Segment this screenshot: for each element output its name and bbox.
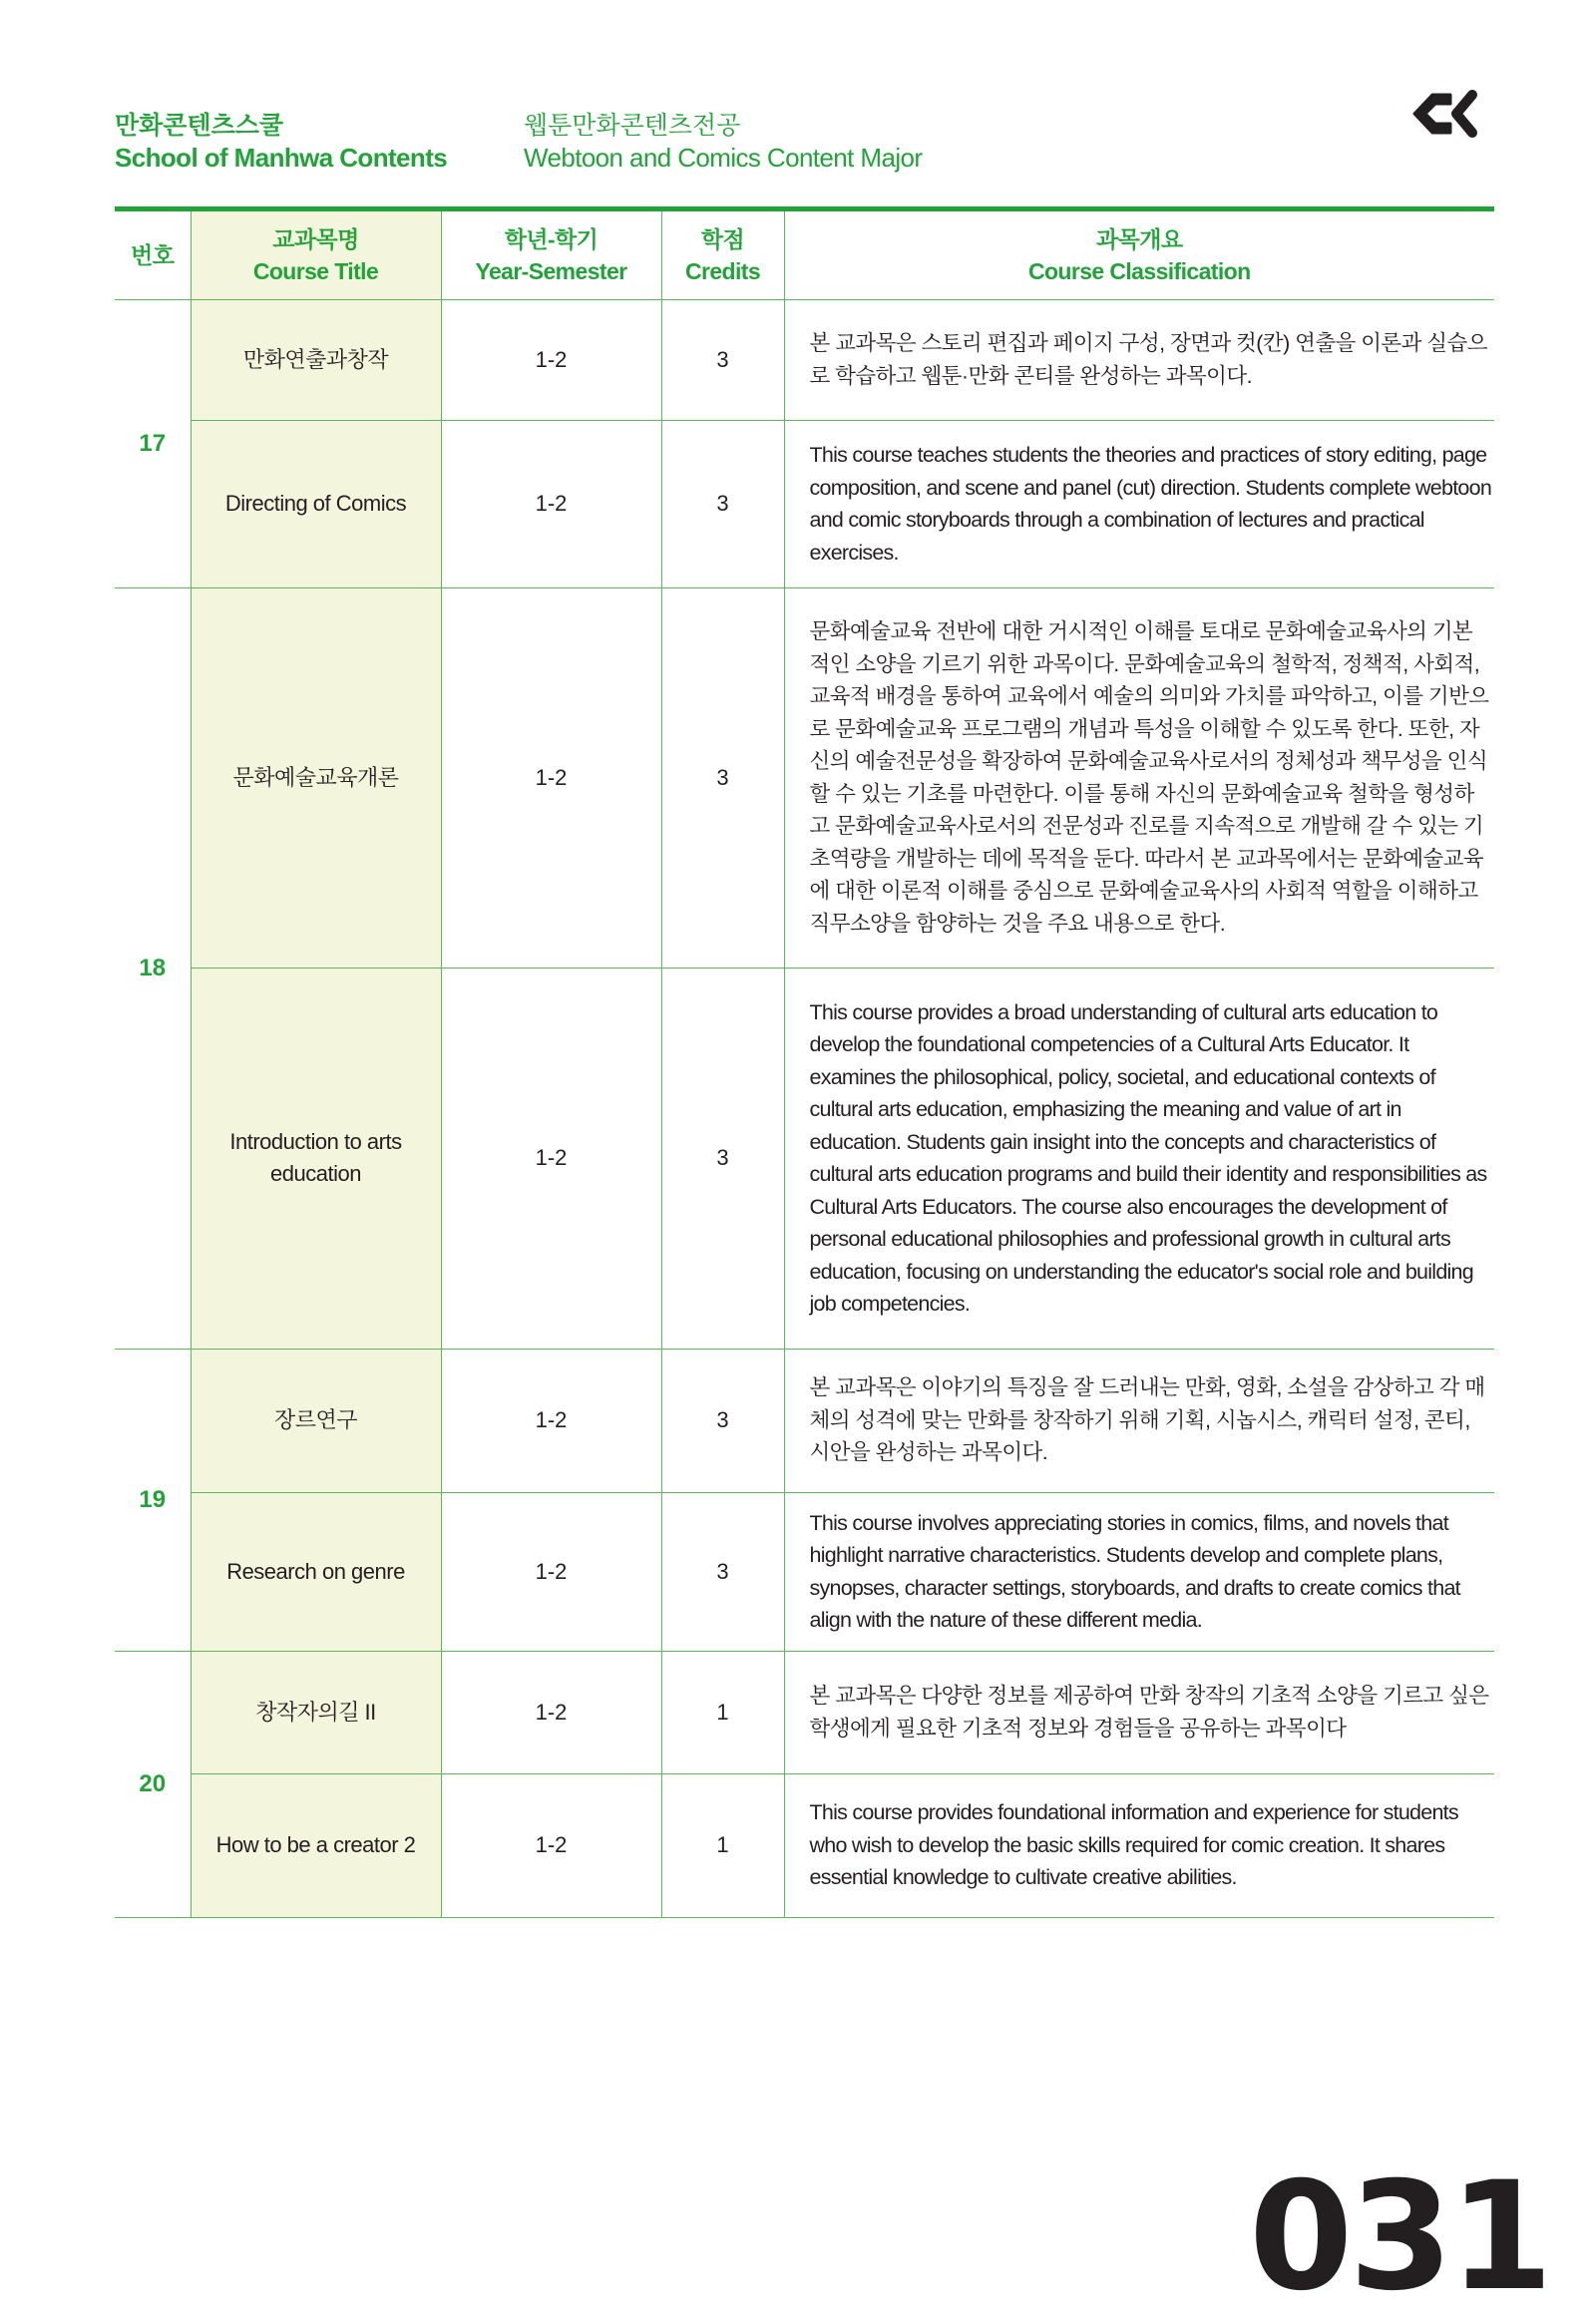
header-credits: 학점 Credits: [661, 211, 784, 299]
year-semester: 1-2: [441, 299, 661, 420]
credits: 3: [661, 299, 784, 420]
course-title: How to be a creator 2: [191, 1773, 441, 1917]
logo-c-shape: [1414, 95, 1450, 133]
header-year-semester: 학년-학기 Year-Semester: [441, 211, 661, 299]
course-title: 장르연구: [191, 1349, 441, 1492]
course-title: Directing of Comics: [191, 420, 441, 587]
course-number: 20: [115, 1651, 191, 1917]
year-semester: 1-2: [441, 1349, 661, 1492]
course-title: 만화연출과창작: [191, 299, 441, 420]
table-row: [115, 1349, 1494, 1492]
table-row: [115, 968, 1494, 1349]
course-number: 17: [115, 299, 191, 587]
year-semester: 1-2: [441, 1773, 661, 1917]
credits: 3: [661, 1492, 784, 1651]
table-row: [115, 420, 1494, 587]
course-description: This course teaches students the theories and practices of story editing, page composition, and scene and panel (cut) direction. Students complete webtoon and comic storyboards through a combination of lectures and practical exercises.: [784, 420, 1494, 587]
ck-logo-icon: [1406, 90, 1482, 138]
logo-k-chevron: [1456, 95, 1472, 133]
table-row: [115, 1773, 1494, 1917]
credits: 3: [661, 1349, 784, 1492]
year-semester: 1-2: [441, 420, 661, 587]
table-row: [115, 587, 1494, 968]
page-number: 031: [1249, 2150, 1550, 2324]
table-header-row: [115, 211, 1494, 299]
table-row: [115, 1651, 1494, 1773]
course-number: 19: [115, 1349, 191, 1651]
year-semester: 1-2: [441, 587, 661, 968]
year-semester: 1-2: [441, 968, 661, 1349]
major-name-korean: 웹툰만화콘텐츠전공: [524, 112, 741, 140]
course-description: 본 교과목은 이야기의 특징을 잘 드러내는 만화, 영화, 소설을 감상하고 각 매체의 성격에 맞는 만화를 창작하기 위해 기획, 시놉시스, 캐릭터 설정, 콘티, 시안을 완성하는 과목이다.: [784, 1349, 1494, 1492]
header-number: 번호: [115, 211, 191, 299]
school-name-english: School of Manhwa Contents: [115, 143, 448, 173]
school-name-korean: 만화콘텐츠스쿨: [115, 112, 284, 140]
credits: 1: [661, 1773, 784, 1917]
major-heading: [524, 110, 922, 174]
course-title: Introduction to arts education: [191, 968, 441, 1349]
course-description: 본 교과목은 다양한 정보를 제공하여 만화 창작의 기초적 소양을 기르고 싶은 학생에게 필요한 기초적 정보와 경험들을 공유하는 과목이다: [784, 1651, 1494, 1773]
credits: 3: [661, 968, 784, 1349]
course-title: 창작자의길 II: [191, 1651, 441, 1773]
credits: 3: [661, 420, 784, 587]
course-number: 18: [115, 587, 191, 1349]
course-description: This course provides a broad understanding of cultural arts education to develop the foundational competencies of a Cultural Arts Educator. It examines the philosophical, policy, societal, and educational contexts of cultural arts education, emphasizing the meaning and value of art in education. Students gain insight into the concepts and characteristics of cultural arts education programs and build their identity and responsibilities as Cultural Arts Educators. The course also encourages the development of personal educational philosophies and professional growth in cultural arts education, focusing on understanding the educator's social role and building job competencies.: [784, 968, 1494, 1349]
credits: 3: [661, 587, 784, 968]
course-description: This course provides foundational information and experience for students who wish to develop the basic skills required for comic creation. It shares essential knowledge to cultivate creative abilities.: [784, 1773, 1494, 1917]
school-heading: [115, 110, 447, 174]
course-description: 문화예술교육 전반에 대한 거시적인 이해를 토대로 문화예술교육사의 기본적인 소양을 기르기 위한 과목이다. 문화예술교육의 철학적, 정책적, 사회적, 교육적 배경을 통하여 교육에서 예술의 의미와 가치를 파악하고, 이를 기반으로 문화예술교육 프로그램의 개념과 특성을 이해할 수 있도록 한다. 또한, 자신의 예술전문성을 확장하여 문화예술교육사로서의 정체성과 책무성을 인식할 수 있는 기초를 마련한다. 이를 통해 자신의 문화예술교육 철학을 형성하고 문화예술교육사로서의 전문성과 진로를 지속적으로 개발해 갈 수 있는 기초역량을 개발하는 데에 목적을 둔다. 따라서 본 교과목에서는 문화예술교육에 대한 이론적 이해를 중심으로 문화예술교육사의 사회적 역할을 이해하고 직무소양을 함양하는 것을 주요 내용으로 한다.: [784, 587, 1494, 968]
year-semester: 1-2: [441, 1492, 661, 1651]
credits: 1: [661, 1651, 784, 1773]
header-course-classification: 과목개요 Course Classification: [784, 211, 1494, 299]
table-row: [115, 1492, 1494, 1651]
table-row: [115, 299, 1494, 420]
course-description: This course involves appreciating stories in comics, films, and novels that highlight narrative characteristics. Students develop and complete plans, synopses, character settings, storyboards, and drafts to create comics that align with the nature of these different media.: [784, 1492, 1494, 1651]
course-description: 본 교과목은 스토리 편집과 페이지 구성, 장면과 컷(칸) 연출을 이론과 실습으로 학습하고 웹툰·만화 콘티를 완성하는 과목이다.: [784, 299, 1494, 420]
major-name-english: Webtoon and Comics Content Major: [524, 143, 923, 173]
course-table: [115, 211, 1494, 1918]
year-semester: 1-2: [441, 1651, 661, 1773]
header-course-title: 교과목명 Course Title: [191, 211, 441, 299]
course-title: Research on genre: [191, 1492, 441, 1651]
course-title: 문화예술교육개론: [191, 587, 441, 968]
